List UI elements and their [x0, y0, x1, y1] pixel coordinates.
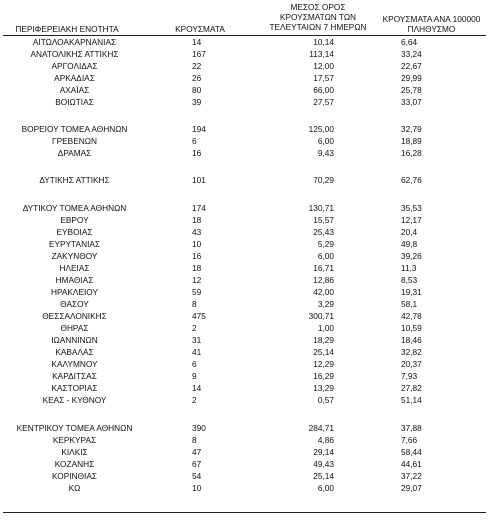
avg-value: 17,57: [313, 73, 334, 83]
avg-value: 66,00: [313, 85, 334, 95]
header-per-line: ΠΛΗΘΥΣΜΟ: [407, 24, 456, 34]
per100k-value: 39,26: [401, 251, 422, 261]
region-name: ΔΥΤΙΚΟΥ ΤΟΜΕΑ ΑΘΗΝΩΝ: [22, 203, 127, 213]
per100k-value: 32,82: [401, 347, 422, 357]
avg-value: 13,29: [313, 383, 334, 393]
cases-value: 6: [192, 136, 197, 146]
per100k-value: 35,53: [401, 203, 422, 213]
cases-value: 14: [192, 383, 202, 393]
per100k-value: 33,24: [401, 49, 422, 59]
avg-value: 70,29: [313, 175, 334, 185]
avg-value: 284,71: [308, 423, 334, 433]
table-row: [0, 347, 489, 359]
cases-value: 8: [192, 435, 197, 445]
cases-value: 167: [192, 49, 206, 59]
header-avg-line: ΤΕΛΕΥΤΑΙΩΝ 7 ΗΜΕΡΩΝ: [269, 22, 367, 32]
avg-value: 42,00: [313, 287, 334, 297]
table-row: [0, 73, 489, 85]
per100k-value: 25,78: [401, 85, 422, 95]
cases-value: 16: [192, 148, 202, 158]
per100k-value: 11,3: [401, 263, 417, 273]
avg-value: 49,43: [313, 459, 334, 469]
avg-value: 27,57: [313, 97, 334, 107]
per100k-value: 16,28: [401, 148, 422, 158]
cases-value: 16: [192, 251, 202, 261]
per100k-value: 29,07: [401, 483, 422, 493]
avg-value: 15,57: [313, 215, 334, 225]
table-row: [0, 447, 489, 459]
per100k-value: 44,61: [401, 459, 422, 469]
avg-value: 25,14: [313, 347, 334, 357]
table-row: [0, 483, 489, 495]
per100k-value: 62,76: [401, 175, 422, 185]
region-name: ΒΟΡΕΙΟΥ ΤΟΜΕΑ ΑΘΗΝΩΝ: [21, 124, 128, 134]
avg-value: 6,00: [317, 251, 334, 261]
table-row: [0, 251, 489, 263]
avg-value: 16,29: [313, 371, 334, 381]
per100k-value: 42,78: [401, 311, 422, 321]
region-name: ΚΕΝΤΡΙΚΟΥ ΤΟΜΕΑ ΑΘΗΝΩΝ: [16, 423, 133, 433]
cases-value: 22: [192, 61, 202, 71]
table-row: [0, 471, 489, 483]
avg-value: 4,86: [317, 435, 334, 445]
cases-value: 194: [192, 124, 206, 134]
per100k-value: 37,22: [401, 471, 422, 481]
avg-value: 125,00: [308, 124, 334, 134]
region-name: ΕΥΡΥΤΑΝΙΑΣ: [48, 239, 101, 249]
region-name: ΚΟΖΑΝΗΣ: [54, 459, 95, 469]
per100k-value: 8,53: [401, 275, 418, 285]
cases-value: 43: [192, 227, 202, 237]
per100k-value: 58,44: [401, 447, 422, 457]
avg-value: 29,14: [313, 447, 334, 457]
region-name: ΕΒΡΟΥ: [60, 215, 89, 225]
region-name: ΚΟΡΙΝΘΙΑΣ: [52, 471, 97, 481]
per100k-value: 58,1: [401, 299, 418, 309]
region-name: ΚΩ: [68, 483, 81, 493]
table-row: [0, 124, 489, 136]
cases-value: 39: [192, 97, 202, 107]
cases-value: 18: [192, 215, 202, 225]
table-row: [0, 215, 489, 227]
table-row: [0, 37, 489, 49]
header-per-100k: [374, 14, 489, 34]
per100k-value: 19,31: [401, 287, 422, 297]
header-avg-line: ΚΡΟΥΣΜΑΤΩΝ ΤΩΝ: [279, 12, 357, 22]
region-name: ΘΗΡΑΣ: [60, 323, 89, 333]
per100k-value: 7,66: [401, 435, 418, 445]
table-row: [0, 175, 489, 187]
per100k-value: 29,99: [401, 73, 422, 83]
per100k-value: 6,64: [401, 37, 418, 47]
per100k-value: 7,93: [401, 371, 418, 381]
table-row: [0, 371, 489, 383]
region-name: ΚΕΡΚΥΡΑΣ: [52, 435, 97, 445]
region-name: ΘΕΣΣΑΛΟΝΙΚΗΣ: [42, 311, 107, 321]
cases-value: 8: [192, 299, 197, 309]
per100k-value: 33,07: [401, 97, 422, 107]
cases-value: 31: [192, 335, 202, 345]
cases-value: 54: [192, 471, 202, 481]
cases-value: 47: [192, 447, 202, 457]
region-name: ΑΙΤΩΛΟΑΚΑΡΝΑΝΙΑΣ: [32, 37, 117, 47]
per100k-value: 27,82: [401, 383, 422, 393]
cases-value: 9: [192, 371, 197, 381]
avg-value: 300,71: [308, 311, 334, 321]
cases-value: 59: [192, 287, 202, 297]
table-row: [0, 61, 489, 73]
header-avg-line: ΜΕΣΟΣ ΟΡΟΣ: [290, 2, 346, 12]
avg-value: 12,29: [313, 359, 334, 369]
per100k-value: 49,8: [401, 239, 418, 249]
table-row: [0, 97, 489, 109]
table-row: [0, 311, 489, 323]
table-row: [0, 287, 489, 299]
cases-value: 10: [192, 483, 202, 493]
avg-value: 6,00: [317, 483, 334, 493]
region-name: ΗΜΑΘΙΑΣ: [55, 275, 94, 285]
table-row: [0, 203, 489, 215]
cases-value: 18: [192, 263, 202, 273]
per100k-value: 12,17: [401, 215, 422, 225]
avg-value: 5,29: [317, 239, 334, 249]
table-row: [0, 359, 489, 371]
region-name: ΚΙΛΚΙΣ: [61, 447, 88, 457]
cases-value: 67: [192, 459, 202, 469]
cases-value: 390: [192, 423, 206, 433]
avg-value: 130,71: [308, 203, 334, 213]
region-name: ΚΑΒΑΛΑΣ: [55, 347, 94, 357]
cases-value: 26: [192, 73, 202, 83]
cases-value: 80: [192, 85, 202, 95]
avg-value: 25,14: [313, 471, 334, 481]
avg-value: 12,00: [313, 61, 334, 71]
per100k-value: 20,37: [401, 359, 422, 369]
cases-value: 12: [192, 275, 202, 285]
table-row: [0, 49, 489, 61]
region-name: ΙΩΑΝΝΙΝΩΝ: [51, 335, 98, 345]
avg-value: 16,71: [313, 263, 334, 273]
table-row: [0, 263, 489, 275]
cases-value: 2: [192, 323, 197, 333]
per100k-value: 51,14: [401, 395, 422, 405]
table-row: [0, 85, 489, 97]
header-region: ΠΕΡΙΦΕΡΕΙΑΚΗ ΕΝΟΤΗΤΑ: [15, 24, 119, 34]
avg-value: 12,86: [313, 275, 334, 285]
cases-value: 14: [192, 37, 202, 47]
region-name: ΚΑΣΤΟΡΙΑΣ: [51, 383, 98, 393]
table-row: [0, 275, 489, 287]
region-name: ΑΡΓΟΛΙΔΑΣ: [51, 61, 98, 71]
header-per-line: ΚΡΟΥΣΜΑΤΑ ΑΝΑ 100000: [382, 14, 481, 24]
per100k-value: 37,88: [401, 423, 422, 433]
region-name: ΚΑΡΔΙΤΣΑΣ: [52, 371, 97, 381]
per100k-value: 32,79: [401, 124, 422, 134]
region-name: ΒΟΙΩΤΙΑΣ: [55, 97, 94, 107]
region-name: ΖΑΚΥΝΘΟΥ: [51, 251, 98, 261]
cases-value: 101: [192, 175, 206, 185]
avg-value: 10,14: [313, 37, 334, 47]
per100k-value: 18,89: [401, 136, 422, 146]
region-name: ΚΕΑΣ - ΚΥΘΝΟΥ: [42, 395, 107, 405]
table-row: [0, 459, 489, 471]
avg-value: 6,00: [317, 136, 334, 146]
avg-value: 9,43: [317, 148, 334, 158]
region-name: ΕΥΒΟΙΑΣ: [56, 227, 93, 237]
region-name: ΘΑΣΟΥ: [60, 299, 89, 309]
avg-value: 113,14: [309, 49, 334, 59]
cases-value: 475: [192, 311, 206, 321]
region-name: ΔΥΤΙΚΗΣ ΑΤΤΙΚΗΣ: [39, 175, 110, 185]
region-name: ΔΡΑΜΑΣ: [57, 148, 92, 158]
region-name: ΓΡΕΒΕΝΩΝ: [52, 136, 97, 146]
region-name: ΑΡΚΑΔΙΑΣ: [54, 73, 95, 83]
cases-value: 174: [192, 203, 206, 213]
table-row: [0, 299, 489, 311]
table-row: [0, 395, 489, 407]
header-avg-7days: [262, 2, 374, 32]
avg-value: 1,00: [317, 323, 334, 333]
table-row: [0, 227, 489, 239]
table-row: [0, 423, 489, 435]
region-name: ΗΡΑΚΛΕΙΟΥ: [50, 287, 99, 297]
table-row: [0, 323, 489, 335]
table-row: [0, 136, 489, 148]
per100k-value: 22,67: [401, 61, 422, 71]
region-name: ΑΝΑΤΟΛΙΚΗΣ ΑΤΤΙΚΗΣ: [30, 49, 119, 59]
cases-value: 10: [192, 239, 202, 249]
per100k-value: 18,46: [401, 335, 422, 345]
header-divider: [3, 35, 486, 36]
table-row: [0, 383, 489, 395]
header-cases: ΚΡΟΥΣΜΑΤΑ: [175, 24, 225, 34]
per100k-value: 10,59: [401, 323, 422, 333]
cases-value: 41: [192, 347, 202, 357]
table-row: [0, 148, 489, 160]
bottom-divider: [3, 512, 486, 513]
per100k-value: 20,4: [401, 227, 418, 237]
table-row: [0, 239, 489, 251]
avg-value: 25,43: [313, 227, 334, 237]
region-name: ΑΧΑΪΑΣ: [59, 85, 90, 95]
table-row: [0, 435, 489, 447]
avg-value: 3,29: [317, 299, 334, 309]
avg-value: 18,29: [313, 335, 334, 345]
cases-value: 6: [192, 359, 197, 369]
region-name: ΗΛΕΙΑΣ: [59, 263, 90, 273]
region-name: ΚΑΛΥΜΝΟΥ: [51, 359, 98, 369]
table-row: [0, 335, 489, 347]
avg-value: 0,57: [317, 395, 334, 405]
cases-value: 2: [192, 395, 197, 405]
